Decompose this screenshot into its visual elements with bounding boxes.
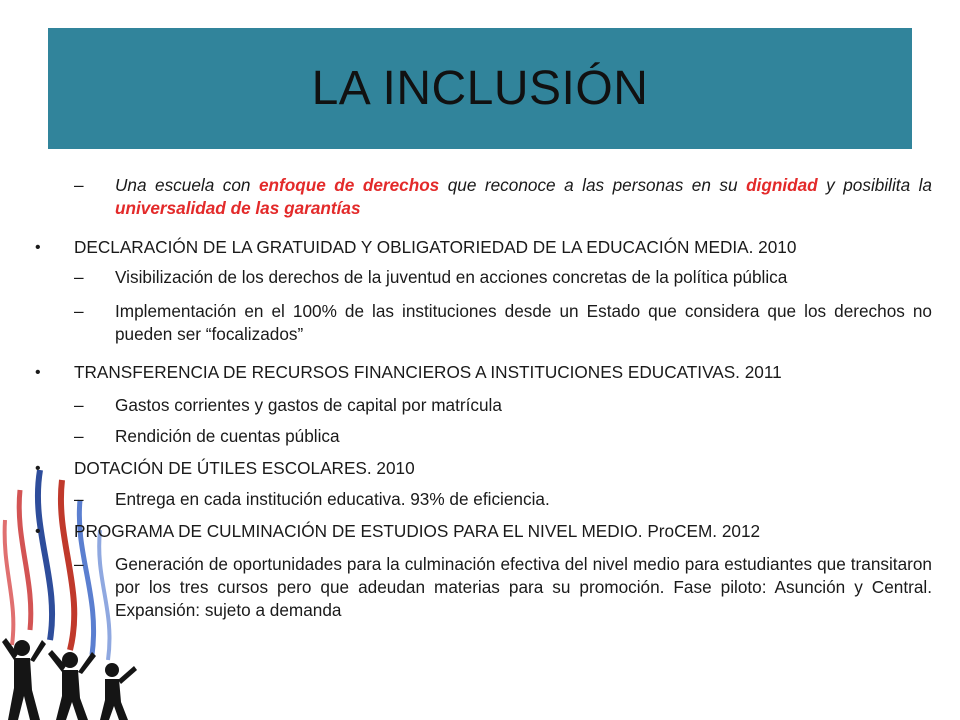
bullet-label: DOTACIÓN DE ÚTILES ESCOLARES. 2010 [74,458,415,478]
intro-dash: – [74,175,84,195]
intro-segment: y posibilita la [817,175,932,195]
bullet-label: TRANSFERENCIA DE RECURSOS FINANCIEROS A INSTITUCIONES EDUCATIVAS. 2011 [74,362,782,382]
bullet-marker: • [35,239,41,256]
sub-item: Rendición de cuentas pública [115,426,340,446]
sub-item: Generación de oportunidades para la culminación efectiva del nivel medio para estudiantes que transitaron por los tres cursos pero que adeudan materias para su promoción. Fase piloto: Asunción y Central. Expansión: sujeto a demanda [115,554,932,620]
sub-dash: – [74,301,84,321]
bullet-label: PROGRAMA DE CULMINACIÓN DE ESTUDIOS PARA EL NIVEL MEDIO. ProCEM. 2012 [74,521,761,541]
sub-dash: – [74,426,84,446]
intro-segment: que reconoce a las personas en su [439,175,747,195]
highlight-enfoque: enfoque de derechos [258,175,440,195]
sub-item: Implementación en el 100% de las instituciones desde un Estado que considera que los derechos no pueden ser “focalizados” [115,301,932,344]
sub-dash: – [74,267,84,287]
intro-text [115,174,932,220]
bullet-marker: • [35,364,41,381]
sub-item: Entrega en cada institución educativa. 93% de eficiencia. [115,489,550,509]
highlight-dignidad: dignidad [746,175,818,195]
bullet-marker: • [35,523,41,540]
sub-item: Visibilización de los derechos de la juventud en acciones concretas de la política pública [115,267,788,287]
title-banner [48,28,912,149]
highlight-universalidad: universalidad de las garantías [115,198,361,218]
intro-segment: Una escuela con [115,175,259,195]
slide-title: LA INCLUSIÓN [311,62,649,115]
bullet-label: DECLARACIÓN DE LA GRATUIDAD Y OBLIGATORIEDAD DE LA EDUCACIÓN MEDIA. 2010 [74,237,797,257]
sub-dash: – [74,395,84,415]
sub-item: Gastos corrientes y gastos de capital por matrícula [115,395,502,415]
bullet-marker: • [35,460,41,477]
sub-dash: – [74,554,84,574]
sub-dash: – [74,489,84,509]
